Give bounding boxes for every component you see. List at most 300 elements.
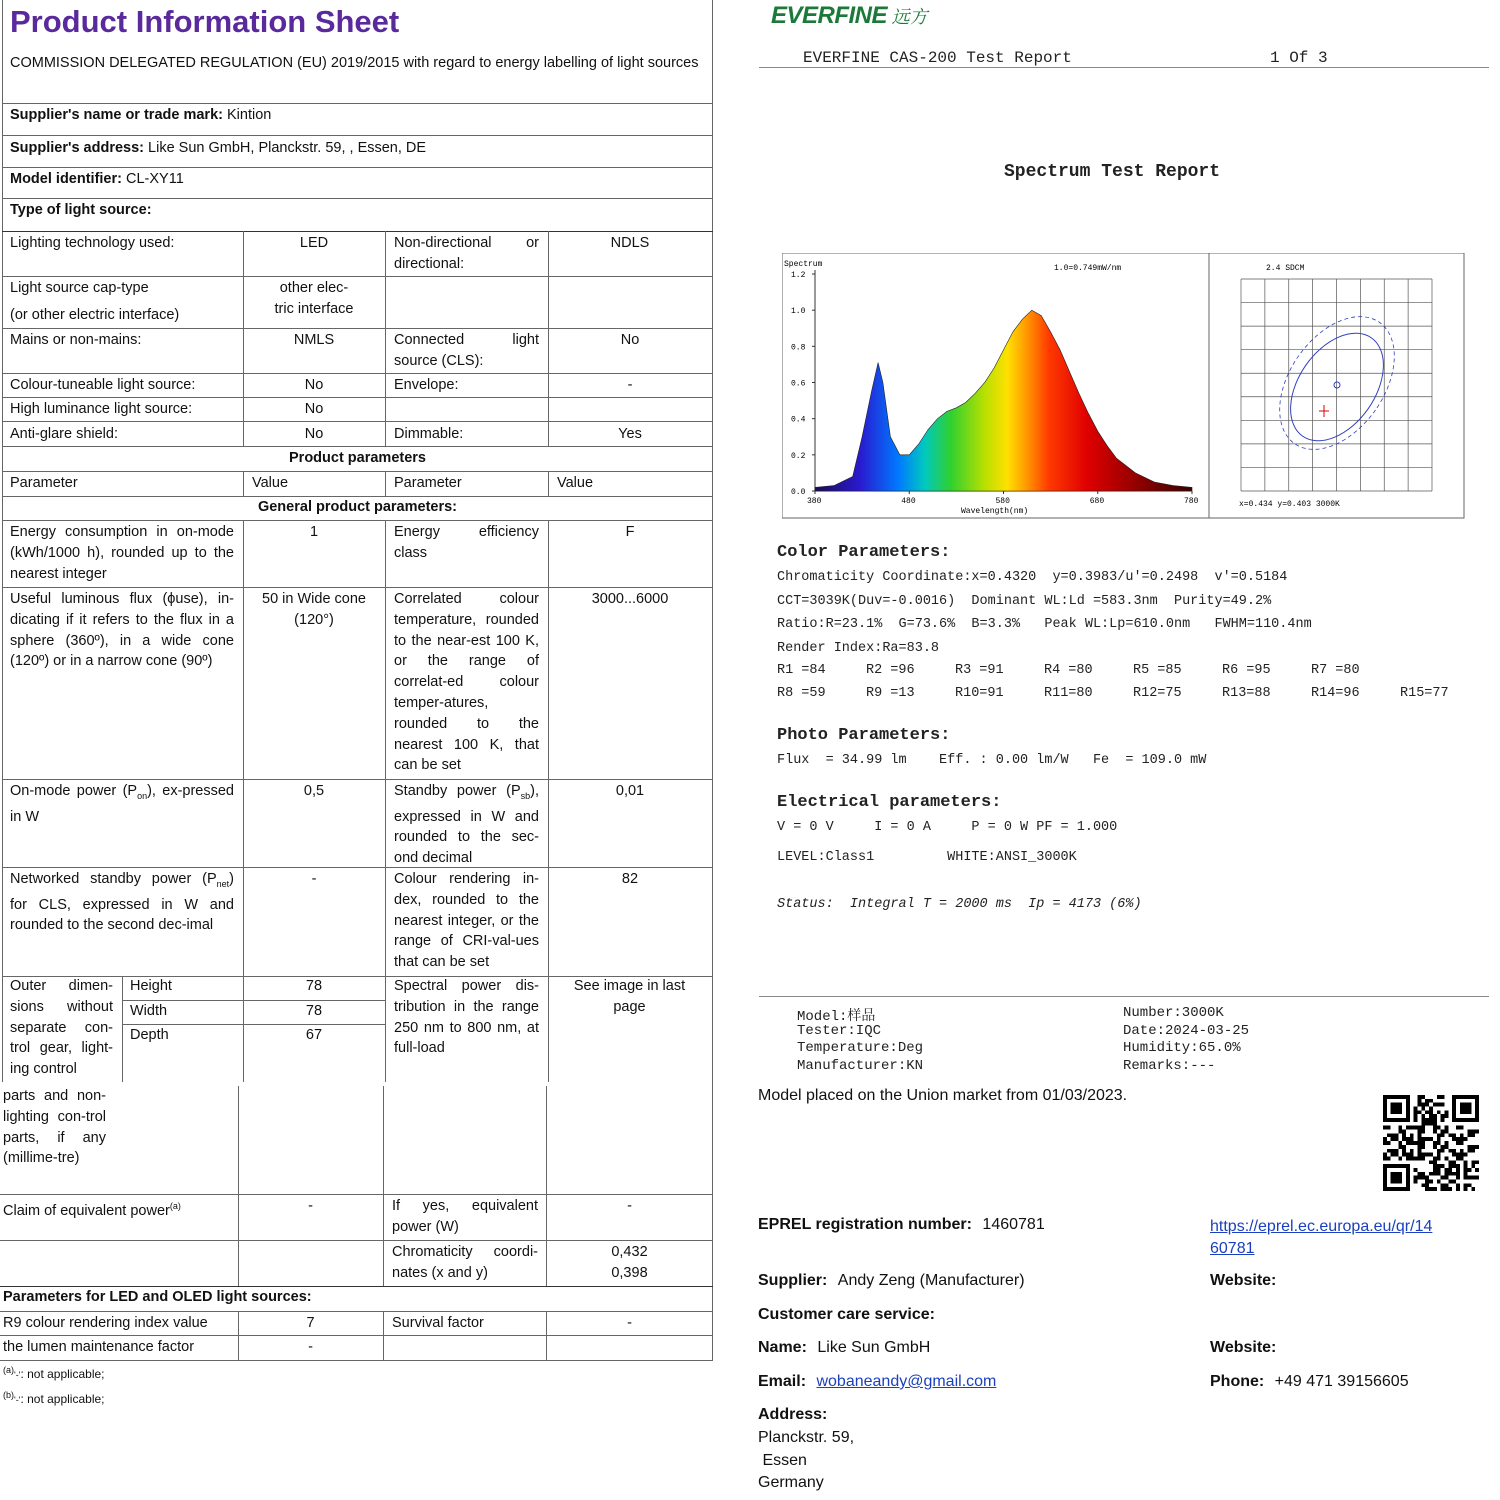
market-date-text: Model placed on the Union market from 01/03/2023. [758,1087,1128,1104]
email-link[interactable]: wobaneandy@gmail.com [816,1373,997,1390]
x-tick-label: 580 [995,497,1010,506]
qr-module [1437,1156,1441,1160]
high-luminance-label: High luminance light source: [10,401,193,417]
qr-module [1418,1103,1422,1107]
cri-value: 82 [621,871,639,887]
qr-module [1429,1110,1433,1114]
qr-module [1464,1172,1468,1176]
sdcm-grid [1241,279,1432,491]
on-mode-power-sub: on [137,790,148,801]
qr-module [1383,1095,1387,1122]
qr-module [1433,1103,1437,1107]
qr-module [1383,1164,1387,1191]
footnote-a [3,1362,105,1383]
qr-module [1391,1153,1395,1157]
qr-module [1464,1176,1468,1180]
render-index-value: R13=88 [1222,686,1271,701]
qr-module [1398,1156,1402,1160]
name-label: Name: [758,1339,807,1356]
test-meta-item: Number:3000K [1123,1005,1224,1021]
sdcm-ellipse [1271,316,1402,458]
qr-module [1467,1168,1471,1172]
qr-module [1441,1149,1445,1153]
supplier-name-row [10,105,271,126]
qr-module [1429,1099,1433,1103]
col-divider [243,471,244,496]
qr-module [1444,1172,1448,1176]
spectrum-chart [782,253,1466,519]
everfine-logo [771,2,927,30]
qr-module [1433,1130,1437,1134]
supplier-value: Andy Zeng (Manufacturer) [837,1272,1025,1289]
photo-parameters-line: Flux = 34.99 lm Eff. : 0.00 lm/W Fe = 109.0 mW [777,753,1207,768]
qr-module [1448,1172,1452,1176]
qr-code-icon[interactable] [1383,1095,1479,1191]
qr-module [1475,1145,1479,1149]
qr-module [1475,1160,1479,1164]
chromaticity-y: 0,398 [611,1265,648,1281]
logo-text: EVERFINE [771,2,888,29]
row-divider [0,1335,713,1336]
email-row [758,1373,996,1391]
qr-module [1425,1179,1429,1183]
qr-module [1437,1153,1441,1157]
qr-module [1437,1110,1441,1114]
footnote-a-mark: (a) [3,1365,14,1375]
qr-module [1402,1149,1406,1153]
claim-equivalent-value: - [308,1198,313,1214]
qr-module [1464,1160,1468,1164]
claim-equivalent-text: Claim of equivalent power [3,1202,170,1219]
qr-module [1441,1145,1445,1149]
outer-dimensions-label-cont: parts and non-lighting con-trol parts, if any (millime-tre) [3,1088,106,1167]
qr-module [1395,1137,1399,1141]
cri-label: Colour rendering in-dex, rounded to the nearest integer, or the range of CRI-val-ues that can be set [394,871,539,971]
test-report-page [755,0,1500,1500]
test-meta-item: Model:样品 [797,1009,876,1025]
qr-module [1402,1133,1406,1137]
row-divider [2,135,713,136]
phone-value: +49 471 39156605 [1274,1373,1409,1390]
cct-value: 3000...6000 [591,591,669,607]
render-index-value: R2 =96 [866,663,915,678]
qr-module [1421,1153,1425,1157]
qr-module [1398,1145,1402,1149]
qr-module [1452,1149,1456,1153]
qr-module [1425,1176,1429,1180]
outer-dimensions-label: Outer dimen-sions without separate con-trol gear, light-ing control [10,978,113,1078]
supplier-label: Supplier: [758,1272,828,1289]
qr-module [1383,1126,1387,1130]
color-parameter-line: Render Index:Ra=83.8 [777,640,940,656]
qr-module [1433,1160,1437,1164]
model-identifier-label: Model identifier: [10,171,122,187]
qr-module [1456,1172,1460,1176]
qr-module [1460,1103,1472,1115]
qr-module [1433,1118,1437,1122]
directional-label: Non-directional or directional: [394,235,539,272]
type-of-light-source-label: Type of light source: [10,202,152,218]
electrical-parameters-heading: Electrical parameters: [777,793,1002,812]
qr-module [1398,1126,1402,1130]
address-line: Essen [758,1451,807,1469]
footnote-b-text: : not applicable; [20,1392,105,1406]
y-tick-label: 1.2 [791,271,806,280]
networked-standby-text-a: Networked standby power (P [10,871,217,887]
eprel-link[interactable] [1210,1216,1432,1260]
qr-module [1441,1095,1445,1099]
sdcm-title: 2.4 SDCM [1266,264,1305,273]
footnote-b-mark: (b) [3,1390,14,1400]
qr-module [1387,1149,1391,1153]
model-identifier-value: CL-XY11 [126,171,184,187]
render-index-value: R10=91 [955,686,1004,701]
luminous-flux-value: 50 in Wide cone (120°) [262,591,366,628]
qr-module [1418,1156,1422,1160]
qr-module [1448,1179,1452,1183]
qr-module [1410,1141,1414,1145]
render-index-value: R11=80 [1044,686,1093,701]
qr-module [1402,1137,1406,1141]
row-divider [2,446,713,447]
qr-module [1460,1149,1464,1153]
qr-module [1406,1153,1410,1157]
qr-module [1464,1153,1468,1157]
qr-module [1410,1153,1414,1157]
qr-module [1418,1110,1422,1114]
cap-type-label-2: (or other electric interface) [10,307,180,323]
qr-module [1444,1110,1448,1114]
qr-module [1391,1137,1395,1141]
qr-module [1395,1133,1399,1137]
mains-value: NMLS [293,332,335,348]
meta-rule [759,996,1489,997]
photo-parameters-heading: Photo Parameters: [777,726,951,745]
qr-module [1429,1160,1433,1164]
render-index-value: R8 =59 [777,686,826,701]
claim-equivalent-sup: (a) [169,1201,181,1211]
directional-value: NDLS [610,235,650,251]
qr-module [1471,1187,1475,1191]
qr-module [1402,1130,1406,1134]
qr-module [1425,1122,1429,1126]
qr-module [1421,1137,1425,1141]
high-luminance-value: No [304,401,324,417]
col-divider [385,471,386,496]
qr-module [1418,1153,1422,1157]
cct-label: Correlated colour temperature, rounded to the near-est 100 K, or the range of correlat-ed colour temper-atures, rounded to the nearest 100 K, that can be set [394,591,539,774]
qr-module [1448,1187,1452,1191]
lighting-technology-value: LED [299,235,329,251]
qr-module [1414,1110,1418,1114]
qr-module [1429,1179,1433,1183]
energy-consumption-value: 1 [309,524,319,540]
qr-module [1414,1179,1418,1183]
qr-module [1425,1099,1429,1103]
qr-module [1429,1187,1433,1191]
y-tick-label: 0.2 [791,451,806,461]
qr-module [1406,1095,1410,1122]
qr-module [1456,1126,1460,1130]
qr-module [1448,1160,1452,1164]
color-parameters-heading: Color Parameters: [777,543,951,562]
test-meta-item: Humidity:65.0% [1123,1040,1241,1056]
table-border-left [2,0,3,1082]
y-tick-label: 0.0 [791,488,806,497]
dimmable-value: Yes [618,426,642,442]
sdcm-ellipse-outer [1256,295,1418,470]
col-divider [385,231,386,446]
param-header-value: Value [252,475,289,491]
qr-module [1418,1126,1422,1130]
networked-standby-value: - [311,871,317,887]
qr-module [1421,1176,1425,1180]
qr-module [1425,1137,1429,1141]
qr-module [1448,1149,1452,1153]
render-index-value: R6 =95 [1222,663,1271,678]
qr-module [1429,1118,1433,1122]
col-divider [238,1086,239,1194]
qr-module [1456,1137,1460,1141]
qr-module [1433,1168,1437,1172]
render-index-value: R4 =80 [1044,663,1093,678]
qr-module [1387,1126,1391,1130]
x-tick-label: 380 [807,497,822,506]
qr-module [1464,1164,1468,1168]
footnote-a-text: : not applicable; [20,1367,105,1381]
render-index-value: R3 =91 [955,663,1004,678]
table-border-right [712,0,713,1082]
logo-chinese: 远方 [891,7,928,27]
name-value: Like Sun GmbH [817,1339,931,1356]
width-value: 78 [305,1003,323,1019]
qr-module [1433,1156,1437,1160]
qr-module [1421,1156,1425,1160]
row-divider [2,520,713,521]
qr-module [1406,1164,1410,1191]
eprel-link-line-2[interactable]: 60781 [1210,1240,1255,1257]
row-divider [2,167,713,168]
qr-module [1460,1126,1464,1130]
row-divider [0,1311,713,1312]
qr-module [1475,1168,1479,1172]
qr-module [1398,1141,1402,1145]
colour-tuneable-value: No [304,377,324,393]
qr-module [1406,1137,1410,1141]
color-parameter-line: Chromaticity Coordinate:x=0.4320 y=0.3983/u'=0.2498 v'=0.5184 [777,570,1288,585]
qr-module [1441,1133,1445,1137]
qr-module [1475,1095,1479,1122]
qr-module [1471,1164,1475,1168]
supplier-row [758,1272,1025,1290]
on-mode-power-text-a: On-mode power (P [10,783,138,799]
qr-module [1410,1137,1414,1141]
qr-module [1402,1153,1406,1157]
qr-module [1460,1141,1464,1145]
level-line: LEVEL:Class1 WHITE:ANSI_3000K [777,850,1077,865]
lumen-maintenance-label: the lumen maintenance factor [3,1339,195,1355]
col-divider [548,471,549,496]
height-label: Height [130,978,172,994]
qr-module [1444,1145,1448,1149]
qr-module [1437,1172,1441,1176]
qr-module [1437,1137,1441,1141]
qr-module [1471,1133,1475,1137]
qr-module [1456,1183,1460,1187]
row-divider [2,779,713,780]
on-mode-power-text-b: ), ex-pressed in W [10,783,234,825]
envelope-value: - [627,377,633,393]
render-index-value: R7 =80 [1311,663,1360,678]
networked-standby-sub: net [216,878,230,889]
qr-module [1433,1172,1437,1176]
qr-module [1429,1122,1433,1126]
qr-module [1414,1114,1418,1118]
qr-module [1418,1099,1422,1103]
qr-module [1471,1176,1475,1180]
eprel-link-line-1[interactable]: https://eprel.ec.europa.eu/qr/14 [1210,1218,1433,1235]
colour-tuneable-label: Colour-tuneable light source: [10,377,196,393]
qr-module [1414,1141,1418,1145]
product-information-sheet [0,0,715,1500]
qr-module [1471,1145,1475,1149]
qr-module [1471,1149,1475,1153]
qr-module [1437,1126,1441,1130]
qr-module [1475,1176,1479,1180]
website-label: Website: [1210,1272,1277,1289]
qr-module [1418,1095,1422,1099]
qr-module [1402,1145,1406,1149]
name-row [758,1339,930,1357]
x-tick-label: 780 [1184,497,1199,506]
qr-module [1452,1153,1456,1157]
qr-module [1421,1183,1425,1187]
qr-module [1437,1095,1441,1099]
qr-module [1418,1149,1422,1153]
qr-module [1456,1176,1460,1180]
qr-module [1383,1153,1387,1157]
qr-module [1410,1156,1414,1160]
col-divider [546,1086,547,1194]
sdcm-coordinates: x=0.434 y=0.403 3000K [1239,500,1340,509]
qr-module [1441,1103,1445,1107]
y-tick-label: 0.4 [791,415,806,425]
qr-module [1433,1145,1437,1149]
qr-module [1441,1164,1445,1168]
qr-module [1387,1156,1391,1160]
qr-module [1452,1137,1456,1141]
param-header-parameter: Parameter [10,475,78,491]
spectrum-title: Spectrum [784,260,823,269]
qr-module [1387,1141,1391,1145]
energy-class-value: F [625,524,635,540]
col-divider [122,976,123,1082]
qr-module [1444,1141,1448,1145]
standby-power-text-b: ), expressed in W and rounded to the sec-ond decimal [394,783,539,867]
qr-module [1383,1187,1410,1191]
phone-row [1210,1373,1409,1391]
cap-type-label-1: Light source cap-type [10,280,149,296]
spectrum-area-series [815,310,1192,491]
qr-module [1460,1133,1464,1137]
sdcm-center-point [1334,382,1340,388]
header-rule [759,67,1489,68]
qr-module [1467,1133,1471,1137]
qr-module [1456,1164,1460,1168]
render-index-value: R15=77 [1400,686,1449,701]
qr-module [1444,1168,1448,1172]
row-divider [2,328,713,329]
qr-module [1421,1114,1425,1118]
eprel-value: 1460781 [982,1216,1045,1233]
row-divider [0,1240,713,1241]
cls-label: Connected light source (CLS): [394,332,539,369]
qr-module [1444,1156,1448,1160]
claim-equivalent-label [3,1196,181,1222]
qr-module [1425,1110,1429,1114]
qr-module [1418,1141,1422,1145]
standby-power-value: 0,01 [615,783,645,799]
general-parameters-heading: General product parameters: [257,499,458,515]
qr-module [1414,1126,1418,1130]
report-page-number: 1 Of 3 [1270,49,1328,67]
lumen-maintenance-value: - [308,1339,313,1355]
row-divider [2,471,713,472]
test-meta-item: Remarks:--- [1123,1057,1216,1074]
qr-module [1460,1153,1464,1157]
on-mode-power-label [10,781,234,827]
equivalent-power-value: - [627,1198,632,1214]
qr-module [1452,1164,1456,1168]
render-index-value: R9 =13 [866,686,915,701]
report-header-title: EVERFINE CAS-200 Test Report [803,49,1072,67]
qr-module [1464,1187,1468,1191]
qr-module [1441,1118,1445,1122]
spectrum-report-title: Spectrum Test Report [1004,162,1221,182]
qr-module [1383,1137,1387,1141]
qr-module [1421,1130,1425,1134]
supplier-address-value: Like Sun GmbH, Planckstr. 59, , Essen, DE [148,140,427,156]
qr-module [1414,1176,1418,1180]
render-index-value: R1 =84 [777,663,826,678]
qr-module [1414,1107,1418,1111]
product-parameters-heading: Product parameters [289,450,426,466]
test-meta-item: Tester:IQC [797,1022,882,1039]
energy-consumption-label: Energy consumption in on-mode (kWh/1000 h), rounded up to the nearest integer [10,524,234,582]
qr-module [1418,1145,1422,1149]
test-meta-item: Manufacturer:KN [797,1057,924,1074]
qr-module [1437,1141,1441,1145]
qr-module [1425,1187,1429,1191]
qr-module [1387,1133,1391,1137]
qr-module [1414,1118,1418,1122]
qr-module [1406,1156,1410,1160]
footnote-a-dash: '-' [14,1370,21,1380]
qr-module [1460,1156,1464,1160]
customer-care-label: Customer care service: [758,1306,935,1323]
qr-module [1418,1137,1422,1141]
qr-module [1395,1153,1399,1157]
qr-module [1406,1126,1410,1130]
phone-label: Phone: [1210,1373,1265,1390]
qr-module [1437,1103,1441,1107]
qr-module [1433,1187,1437,1191]
supplier-name-value: Kintion [227,107,272,123]
qr-module [1437,1164,1441,1168]
qr-module [1418,1130,1422,1134]
qr-module [1456,1156,1460,1160]
qr-module [1433,1164,1437,1168]
